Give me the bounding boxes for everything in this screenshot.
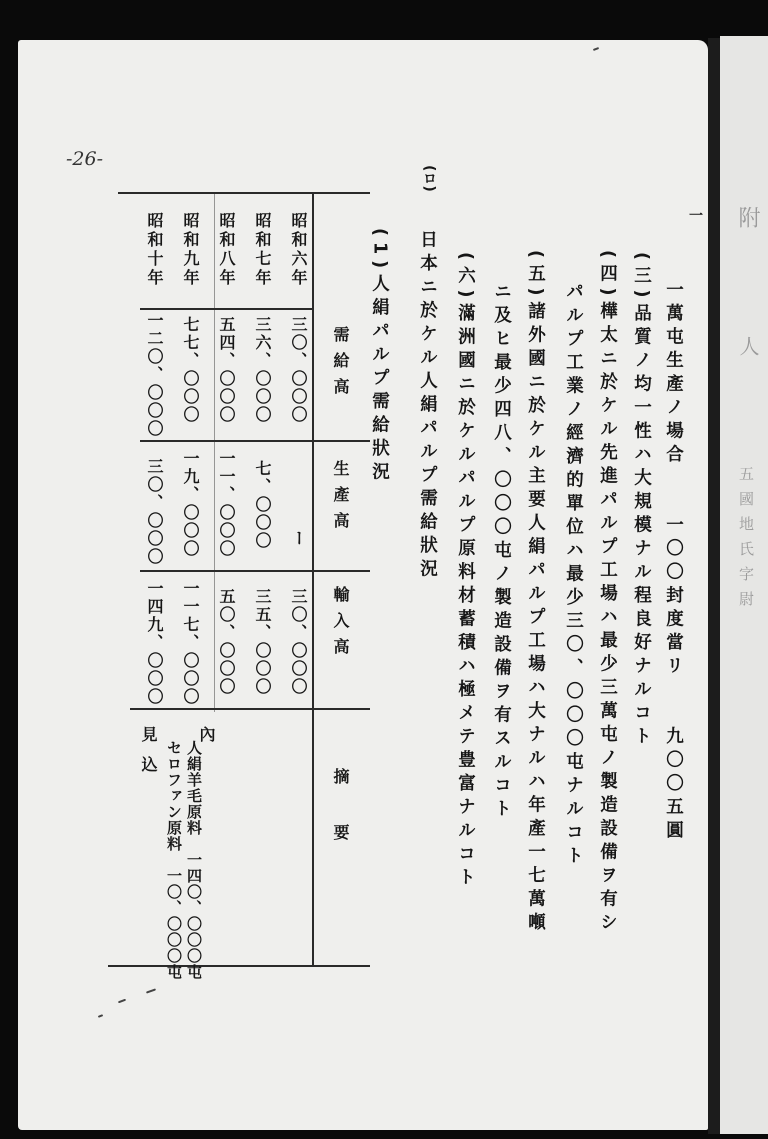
remarks-label: 內	[197, 726, 216, 745]
edge-glyph: 人	[736, 336, 760, 362]
row-imports: 五〇、〇〇〇	[217, 588, 236, 696]
list-marker: 一	[687, 208, 703, 222]
row-imports: 三五、〇〇〇	[253, 588, 272, 696]
text-line-3: (四)樺太ニ於ケル先進パルプ工場ハ最少三萬屯ノ製造設備ヲ有シ	[597, 250, 618, 936]
header-demand: 需給高	[331, 326, 350, 404]
row-production: 一一、〇〇〇	[217, 450, 236, 558]
text-line-5: (五)諸外國ニ於ケル主要人絹パルプ工場ハ大ナルハ年產一七萬噸	[525, 250, 546, 936]
row-demand: 三〇、〇〇〇	[289, 316, 308, 424]
row-imports: 三〇、〇〇〇	[289, 588, 308, 696]
edge-glyph: 五國地氏字尉	[737, 466, 755, 616]
row-imports: 一四九、〇〇〇	[145, 580, 164, 706]
row-production: 七、〇〇〇	[253, 460, 272, 550]
header-production: 生產高	[331, 460, 350, 538]
header-imports: 輸入高	[331, 586, 350, 664]
subsection-heading: (1)人絹パルプ需給狀況	[369, 228, 390, 486]
header-remarks: 摘要	[331, 768, 350, 880]
row-year: 昭和六年	[289, 212, 308, 288]
document-page	[18, 40, 708, 1130]
edge-glyph: 附	[735, 206, 760, 234]
row-demand: 一二〇、〇〇〇	[145, 312, 164, 438]
adjacent-page-edge	[720, 36, 768, 1134]
row-year: 昭和十年	[145, 212, 164, 288]
text-line-7: (六)滿洲國ニ於ケルパルプ原料材蓄積ハ極メテ豊富ナルコト	[455, 252, 476, 891]
remarks-estimate: 見込	[139, 726, 158, 786]
remarks-rayon-wool: 人絹羊毛原料 一四〇、〇〇〇屯	[185, 740, 203, 980]
text-line-6: ニ及ヒ最少四八、〇〇〇屯ノ製造設備ヲ有スルコト	[491, 282, 512, 823]
text-line-2: (三)品質ノ均一性ハ大規模ナル程良好ナルコト	[631, 252, 652, 750]
book-binding	[708, 38, 720, 1134]
row-production: 三〇、〇〇〇	[145, 458, 164, 566]
text-line-1: 一萬屯生產ノ場合 一〇〇封度當リ 九〇〇五圓	[663, 280, 684, 844]
row-imports: 一一七、〇〇〇	[181, 580, 200, 706]
section-heading: 日本ニ於ケル人絹パルプ需給狀況	[417, 230, 438, 583]
row-year: 昭和九年	[181, 212, 200, 288]
row-demand: 七七、〇〇〇	[181, 316, 200, 424]
page-number: -26-	[66, 148, 104, 170]
section-marker: (ロ)	[421, 165, 437, 192]
row-demand: 三六、〇〇〇	[253, 316, 272, 424]
row-production: 一九、〇〇〇	[181, 450, 200, 558]
row-demand: 五四、〇〇〇	[217, 316, 236, 424]
row-production: ー	[289, 530, 308, 549]
text-line-4: パルプ工業ノ經濟的單位ハ最少三〇、〇〇〇屯ナルコト	[563, 282, 584, 870]
row-year: 昭和七年	[253, 212, 272, 288]
remarks-cellophane: セロファン原料 一〇、〇〇〇屯	[165, 740, 183, 980]
row-year: 昭和八年	[217, 212, 236, 288]
